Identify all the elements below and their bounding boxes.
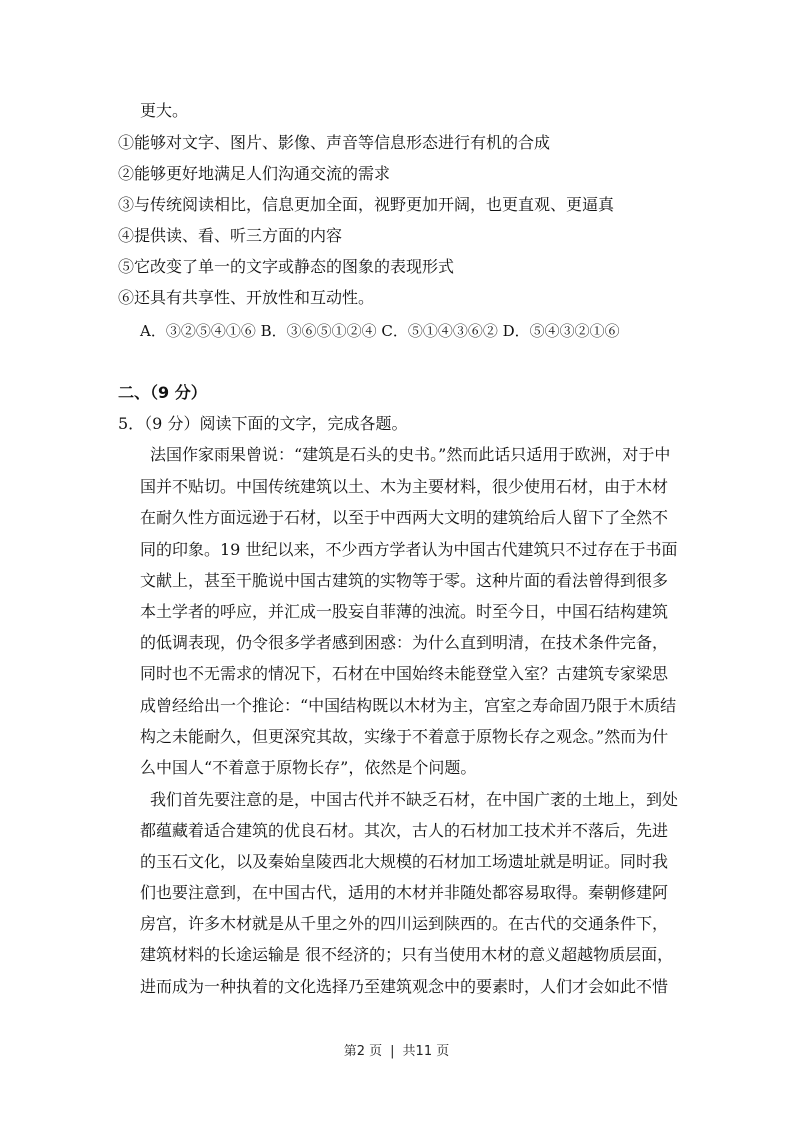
list-item: ②能够更好地满足人们沟通交流的需求 [118, 164, 391, 183]
list-item: ⑤它改变了单一的文字或静态的图象的表现形式 [118, 257, 455, 276]
passage-line: 进而成为一种执着的文化选择乃至建筑观念中的要素时，人们才会如此不惜 [140, 977, 669, 996]
passage-line: 们也要注意到，在中国古代，适用的木材并非随处都容易取得。秦朝修建阿 [140, 883, 669, 902]
page-total: 共11 页 [402, 1044, 450, 1059]
passage-line: 构之未能耐久，但更深究其故，实缘于不着意于原物长存之观念。”然而为什 [140, 727, 669, 746]
section-heading: 二、（9 分） [118, 383, 207, 402]
passage-line: 同时也不无需求的情况下，石材在中国始终未能登堂入室？古建筑专家梁思 [140, 664, 669, 683]
passage-line: 都蕴藏着适合建筑的优良石材。其次，古人的石材加工技术并不落后，先进 [140, 821, 669, 840]
passage-line: 的低调表现，仍令很多学者感到困惑：为什么直到明清，在技术条件完备， [140, 633, 669, 652]
page-footer [0, 1040, 793, 1059]
list-item: ⑥还具有共享性、开放性和互动性。 [118, 288, 375, 307]
list-item: ①能够对文字、图片、影像、声音等信息形态进行有机的合成 [118, 133, 551, 152]
passage-line: 么中国人“不着意于原物长存”，依然是个问题。 [140, 758, 477, 777]
passage-line: 在耐久性方面远逊于石材，以至于中西两大文明的建筑给后人留下了全然不 [140, 508, 669, 527]
passage-line: 同的印象。19 世纪以来，不少西方学者认为中国古代建筑只不过存在于书面 [140, 540, 678, 559]
passage-line: 我们首先要注意的是，中国古代并不缺乏石材，在中国广袤的土地上，到处 [150, 790, 679, 809]
passage-line: 房宫，许多木材就是从千里之外的四川运到陕西的。在古代的交通条件下， [140, 914, 669, 933]
passage-line: 法国作家雨果曾说：“建筑是石头的史书。”然而此话只适用于欧洲，对于中 [150, 445, 671, 464]
passage-line: 成曾经给出一个推论：“中国结构既以木材为主，宫室之寿命固乃限于木质结 [140, 696, 677, 715]
passage-line: 文献上，甚至干脆说中国古建筑的实物等于零。这种片面的看法曾得到很多 [140, 571, 669, 590]
answer-options: A．③②⑤④①⑥ B．③⑥⑤①②④ C．⑤①④③⑥② D．⑤④③②①⑥ [140, 322, 620, 340]
list-item: ④提供读、看、听三方面的内容 [118, 226, 343, 245]
page-number: 第2 页 [343, 1044, 383, 1059]
question-prompt: 5．（9 分）阅读下面的文字，完成各题。 [118, 414, 408, 433]
passage-line: 本土学者的呼应，并汇成一股妄自菲薄的浊流。时至今日，中国石结构建筑 [140, 602, 669, 621]
continuation-text: 更大。 [140, 101, 189, 120]
passage-line: 建筑材料的长途运输是 很不经济的；只有当使用木材的意义超越物质层面， [140, 945, 674, 964]
footer-separator: | [390, 1044, 395, 1059]
passage-line: 的玉石文化，以及秦始皇陵西北大规模的石材加工场遗址就是明证。同时我 [140, 852, 669, 871]
passage-line: 国并不贴切。中国传统建筑以土、木为主要材料，很少使用石材，由于木材 [140, 477, 669, 496]
list-item: ③与传统阅读相比，信息更加全面，视野更加开阔，也更直观、更逼真 [118, 195, 615, 214]
